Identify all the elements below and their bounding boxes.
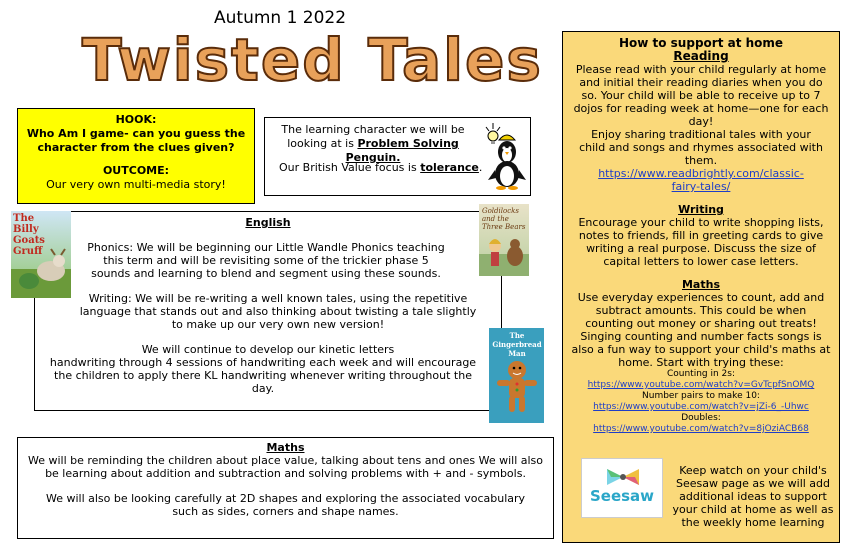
pairs-label: Number pairs to make 10: (642, 391, 760, 401)
learning-character-box (264, 117, 531, 196)
goldilocks-title: Goldilocks and the Three Bears (482, 207, 526, 231)
doubles-link[interactable]: https://www.youtube.com/watch?v=8jOziACB68 (593, 424, 809, 434)
reading-link[interactable]: https://www.readbrightly.com/classic-fairy-tales/ (598, 167, 804, 193)
maths-support-heading: Maths (681, 278, 720, 291)
british-value-line (279, 161, 482, 175)
english-heading: English (245, 216, 291, 229)
reading-text-1: Please read with your child regularly at home and initial their reading diaries when you do so. Your child will be able to receive up to 7 dojos for reading week at home—one for each day! (573, 63, 829, 128)
writing-text: Encourage your child to write shopping lists, notes to friends, fill in greeting cards to give writing a real purpose. Discuss the size of capital letters to lower case letters. (578, 216, 824, 268)
hook-box (17, 108, 255, 204)
maths-text-2: We will also be looking carefully at 2D shapes and exploring the associated vocabulary such as sides, corners and shape names. (45, 492, 526, 518)
english-box (34, 211, 502, 411)
pairs-link[interactable]: https://www.youtube.com/watch?v=jZi-6_-Uhwc (593, 402, 809, 412)
counting-link[interactable]: https://www.youtube.com/watch?v=GvTcpfSnOMQ (587, 380, 815, 390)
gingerbread-title: The Gingerbread Man (492, 331, 542, 358)
reading-heading: Reading (673, 49, 729, 63)
phonics-text: Phonics: We will be beginning our Little Wandle Phonics teaching this term and will be revisiting some of the trickier phase 5 sounds and learning to blend and segment using these sounds. (87, 241, 445, 280)
billy-goats-title: The Billy Goats Gruff (13, 213, 45, 257)
doubles-label: Doubles: (681, 413, 721, 423)
outcome-label: OUTCOME: (102, 164, 170, 177)
maths-box (17, 437, 554, 539)
character-line (273, 123, 473, 165)
kinetic-text-1: We will continue to develop our kinetic letters (141, 343, 395, 356)
value-intro: Our British Value focus is (279, 161, 421, 174)
bow-icon (605, 467, 641, 487)
goldilocks-cover (479, 204, 529, 276)
support-at-home-box (562, 31, 840, 543)
maths-heading: Maths (266, 441, 305, 454)
term-label: Autumn 1 2022 (214, 8, 347, 28)
reading-text-2: Enjoy sharing traditional tales with your child and songs and rhymes associated with them. (579, 128, 823, 167)
british-value: tolerance (420, 161, 479, 174)
hook-label: HOOK: (115, 113, 157, 126)
billy-goats-gruff-cover (11, 211, 71, 298)
outcome-text: Our very own multi-media story! (46, 178, 226, 191)
page-title: Twisted Tales (82, 26, 543, 94)
value-end: . (478, 161, 483, 174)
counting-label: Counting in 2s: (666, 369, 736, 379)
penguin-icon (483, 120, 529, 194)
writing-heading: Writing (678, 203, 724, 216)
kinetic-text-2: handwriting through 4 sessions of handwriting each week and will encourage the children to apply there KL handwriting whenever writing throughout the day. (49, 356, 477, 395)
support-title: How to support at home (618, 36, 784, 50)
character-intro: The learning character we will be looking at is (281, 123, 465, 150)
writing-text: Writing: We will be re-writing a well known tales, using the repetitive language that stands out and also thinking about twisting a tale slightly to make up our very own new version! (79, 292, 477, 331)
character-name: Problem Solving Penguin. (345, 137, 459, 164)
gingerbread-man-cover (489, 328, 544, 423)
seesaw-logo-text: Seesaw (589, 487, 655, 505)
maths-support-text: Use everyday experiences to count, add and subtract amounts. This could be when counting out money or sharing out treats! Singing counting and number facts songs is also a fun way to support your child's maths at home. Start with trying these: (571, 291, 831, 369)
seesaw-logo (581, 458, 663, 518)
hook-text: Who Am I game- can you guess the character from the clues given? (26, 127, 246, 154)
seesaw-text: Keep watch on your child's Seesaw page as we will add additional ideas to support your child at home as well as the weekly home learning (672, 464, 834, 529)
maths-text-1: We will be reminding the children about place value, talking about tens and ones We will also be learning about addition and subtraction and solving problems with + and - symbols. (27, 454, 544, 480)
